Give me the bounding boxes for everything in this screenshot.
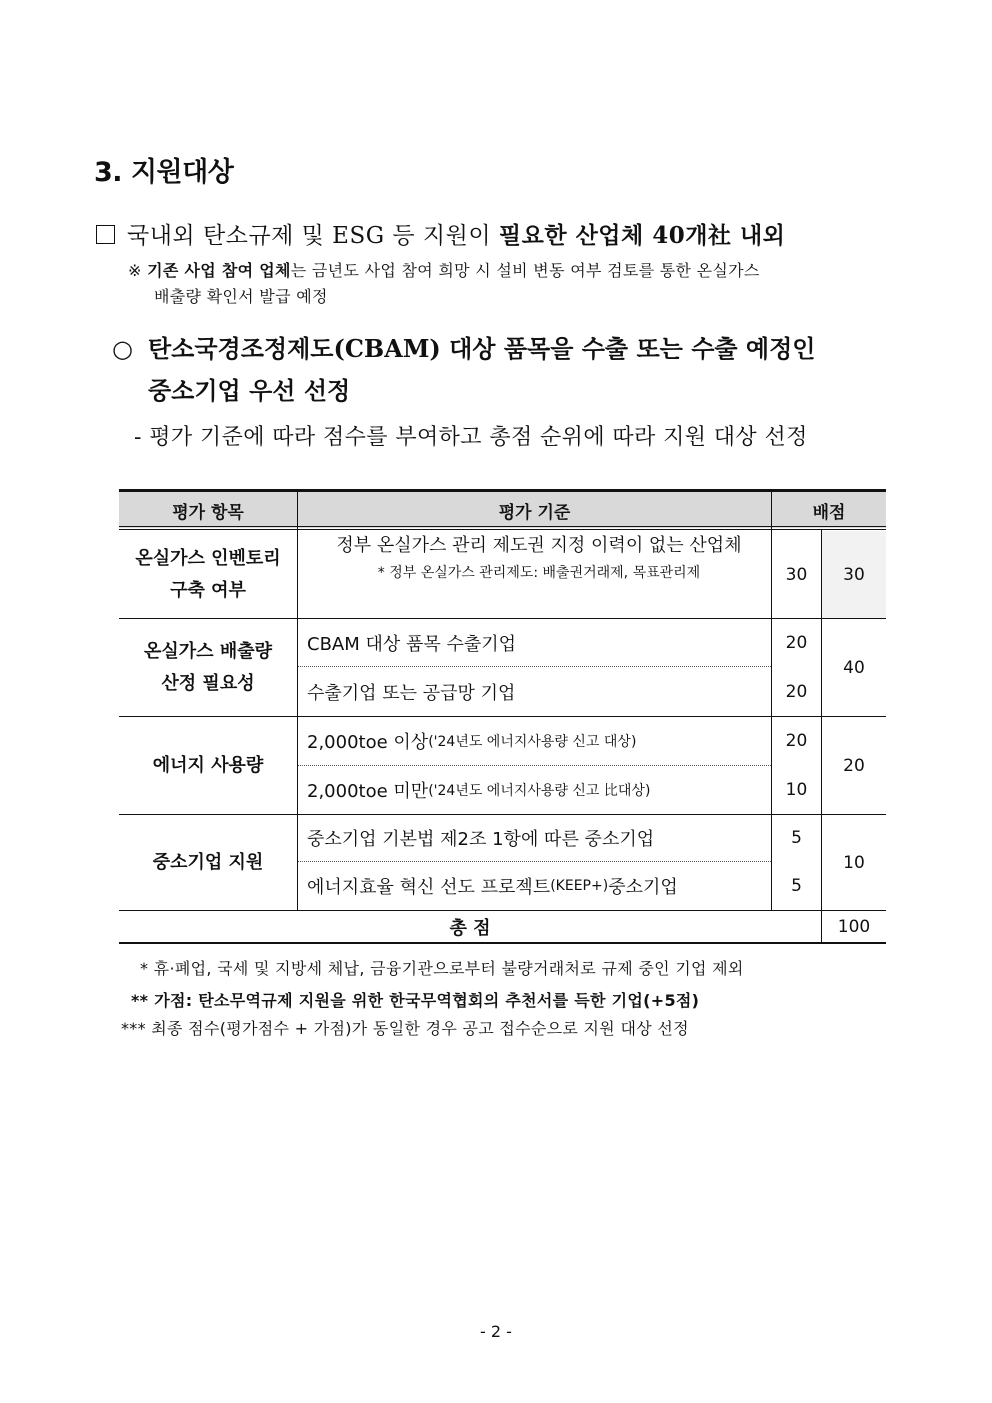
footnote-2: ** 가점: 탄소무역규제 지원을 위한 한국무역협회의 추천서를 득한 기업(+5점) <box>131 991 700 1010</box>
target-prefix: 국내외 탄소규제 및 ESG 등 지원이 <box>127 223 499 249</box>
row4-total: 10 <box>843 852 865 873</box>
row1-category: 온실가스 인벤토리 구축 여부 <box>135 547 281 601</box>
footnote-1: * 휴·폐업, 국세 및 지방세 체납, 금융기관으로부터 불량거래처로 규제 중인 기업 제외 <box>140 959 744 978</box>
row3-score-2: 10 <box>785 780 808 800</box>
row3-category: 에너지 사용량 <box>152 754 264 776</box>
dotted-divider <box>298 861 771 862</box>
total-value: 100 <box>837 917 871 937</box>
page-number: - 2 - <box>480 1322 512 1341</box>
header-criteria: 평가 기준 <box>298 492 771 528</box>
section-title: 3. 지원대상 <box>94 157 234 188</box>
priority-selection <box>112 328 815 411</box>
note-mark: ※ <box>128 261 142 280</box>
evaluation-table <box>119 489 886 945</box>
dotted-divider <box>298 666 771 667</box>
total-label: 총 점 <box>449 918 491 939</box>
row4-criteria-1: 중소기업 기본법 제2조 1항에 따른 중소기업 <box>307 829 655 850</box>
col-divider <box>821 530 822 943</box>
row4-score-1: 5 <box>791 828 802 848</box>
row4-criteria-2: 에너지효율 혁신 선도 프로젝트 (KEEP+) 중소기업 <box>307 877 678 898</box>
circle-bullet-icon: ○ <box>112 335 133 363</box>
target-line <box>96 217 785 250</box>
note-line2: 배출량 확인서 발급 예정 <box>154 287 328 306</box>
row4-score-2: 5 <box>791 876 802 896</box>
row3-score-1: 20 <box>785 731 808 751</box>
row2-score-2: 20 <box>785 681 808 702</box>
note-rest: 는 금년도 사업 참여 희망 시 설비 변동 여부 검토를 통한 온실가스 <box>290 261 760 280</box>
row4-category: 중소기업 지원 <box>152 851 264 873</box>
priority-line1: 탄소국경조정제도(CBAM) 대상 품목을 수출 또는 수출 예정인 <box>148 334 816 363</box>
criteria-line: - 평가 기준에 따라 점수를 부여하고 총점 순위에 따라 지원 대상 선정 <box>134 425 808 450</box>
col-divider <box>771 489 772 911</box>
note-bold: 기존 사업 참여 업체 <box>147 261 291 280</box>
row1-criteria: 정부 온실가스 관리 제도권 지정 이력이 없는 산업체 * 정부 온실가스 관리제도: 배출권거래제, 목표관리제 <box>336 535 742 581</box>
target-bold: 필요한 산업체 40개社 내외 <box>498 222 786 249</box>
row2-category: 온실가스 배출량 산정 필요성 <box>144 640 272 694</box>
row1-score: 30 <box>785 564 808 585</box>
header-score: 배점 <box>772 492 886 528</box>
row3-total: 20 <box>843 755 865 776</box>
header-category: 평가 항목 <box>119 492 297 528</box>
row2-criteria-2: 수출기업 또는 공급망 기업 <box>307 682 516 704</box>
row2-criteria-1: CBAM 대상 품목 수출기업 <box>307 633 517 655</box>
dotted-divider <box>298 765 771 766</box>
row2-total: 40 <box>843 657 865 678</box>
priority-line2: 중소기업 우선 선정 <box>148 376 351 405</box>
row2-score-1: 20 <box>785 632 808 653</box>
footnote-3: *** 최종 점수(평가점수 + 가점)가 동일한 경우 공고 접수순으로 지원 대상 선정 <box>121 1019 689 1038</box>
col-divider <box>297 489 298 911</box>
row3-criteria-2: 2,000toe 미만 ('24년도 에너지사용량 신고 比대상) <box>307 781 651 802</box>
existing-participant-note <box>128 258 760 310</box>
row1-total: 30 <box>822 531 886 618</box>
checkbox-square-icon <box>96 225 115 244</box>
table-bottom-border <box>119 942 886 944</box>
row3-criteria-1: 2,000toe 이상 ('24년도 에너지사용량 신고 대상) <box>307 732 637 753</box>
